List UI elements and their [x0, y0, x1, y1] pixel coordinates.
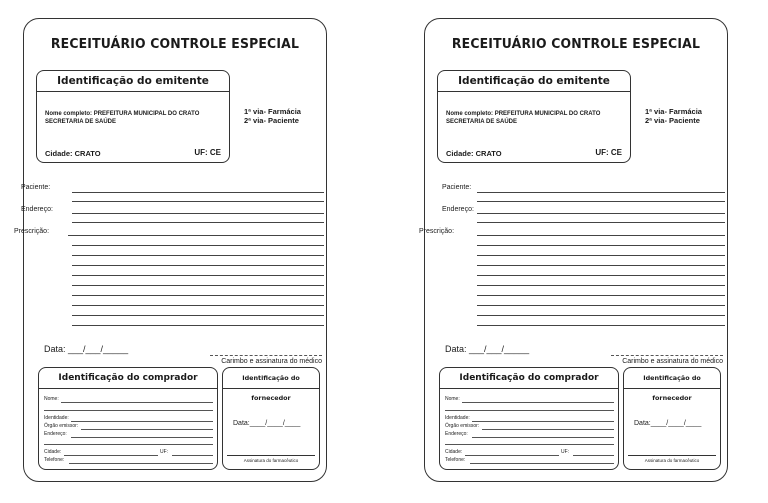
buyer-org-label: Órgão emissor:: [44, 423, 79, 429]
buyer-org-line[interactable]: [81, 429, 213, 430]
buyer-org-line[interactable]: [482, 429, 614, 430]
prescription-line[interactable]: [477, 265, 725, 266]
prescription-line[interactable]: [72, 255, 324, 256]
emitter-header: Identificação do emitente: [438, 71, 630, 92]
buyer-box: [38, 367, 218, 470]
emitter-name-value: PREFEITURA MUNICIPAL DO CRATO SECRETARIA DE SAÚDE: [45, 111, 200, 125]
prescription-line[interactable]: [72, 245, 324, 246]
emitter-name-label: Nome completo:: [446, 111, 494, 117]
prescription-line[interactable]: [72, 305, 324, 306]
prescription-line[interactable]: [477, 255, 725, 256]
city-label: Cidade:: [45, 149, 73, 158]
prescription-line[interactable]: [72, 275, 324, 276]
buyer-id-line[interactable]: [71, 421, 213, 422]
buyer-org-label: Órgão emissor:: [445, 423, 480, 429]
buyer-phone-line[interactable]: [69, 463, 213, 464]
address-label: Endereço:: [21, 206, 53, 213]
emitter-name-value: PREFEITURA MUNICIPAL DO CRATO SECRETARIA DE SAÚDE: [446, 111, 601, 125]
form-title: RECEITUÁRIO CONTROLE ESPECIAL: [451, 36, 701, 52]
prescription-line[interactable]: [72, 325, 324, 326]
patient-line[interactable]: [72, 192, 324, 193]
buyer-address-line-2[interactable]: [44, 444, 213, 445]
buyer-address-line[interactable]: [71, 437, 213, 438]
prescription-line[interactable]: [477, 305, 725, 306]
supplier-box: [222, 367, 320, 470]
emitter-city: [446, 149, 502, 158]
prescription-line[interactable]: [72, 315, 324, 316]
buyer-address-line-2[interactable]: [445, 444, 614, 445]
emitter-uf: UF: CE: [595, 148, 622, 157]
buyer-uf-line[interactable]: [172, 455, 213, 456]
buyer-header: Identificação do comprador: [39, 368, 217, 389]
pharmacist-signature-line[interactable]: [227, 455, 315, 456]
prescription-form-right: [419, 18, 728, 482]
buyer-address-line[interactable]: [472, 437, 614, 438]
prescription-form-left: [14, 18, 327, 482]
prescription-line[interactable]: [72, 295, 324, 296]
buyer-phone-label: Telefone:: [44, 457, 65, 463]
buyer-city-line[interactable]: [465, 455, 559, 456]
buyer-uf-line[interactable]: [573, 455, 614, 456]
buyer-id-line[interactable]: [472, 421, 614, 422]
emitter-box: [437, 70, 631, 163]
buyer-city-label: Cidade:: [445, 449, 463, 455]
city-value: CRATO: [475, 149, 502, 158]
prescription-line[interactable]: [68, 235, 324, 236]
prescription-line[interactable]: [477, 245, 725, 246]
patient-label: Paciente:: [442, 184, 472, 191]
city-value: CRATO: [74, 149, 101, 158]
emitter-header: Identificação do emitente: [37, 71, 229, 92]
pharmacist-signature-label: Assinatura do farmacêutico: [243, 458, 299, 463]
patient-line[interactable]: [477, 192, 725, 193]
doctor-signature-line[interactable]: [611, 355, 723, 356]
buyer-address-label: Endereço:: [44, 431, 67, 437]
emitter-city: [45, 149, 101, 158]
doctor-signature-label: Carimbo e assinatura do médico: [221, 358, 322, 365]
supplier-box: [623, 367, 721, 470]
address-line[interactable]: [72, 213, 324, 214]
doctor-signature-label: Carimbo e assinatura do médico: [622, 358, 723, 365]
buyer-city-label: Cidade:: [44, 449, 62, 455]
pharmacist-signature-line[interactable]: [628, 455, 716, 456]
buyer-name-label: Nome:: [44, 396, 59, 402]
buyer-name-line-2[interactable]: [44, 410, 213, 411]
buyer-address-label: Endereço:: [445, 431, 468, 437]
emitter-uf: UF: CE: [194, 148, 221, 157]
buyer-phone-label: Telefone:: [445, 457, 466, 463]
buyer-uf-label: UF:: [561, 449, 570, 455]
copy-destinations: [244, 107, 301, 125]
buyer-name-line[interactable]: [61, 402, 213, 403]
via-1: 1ª via- Farmácia: [645, 107, 702, 116]
pharmacist-signature-label: Assinatura do farmacêutico: [644, 458, 700, 463]
buyer-header: Identificação do comprador: [440, 368, 618, 389]
prescription-label: Prescrição:: [419, 228, 455, 235]
via-2: 2ª via- Paciente: [645, 116, 700, 125]
emitter-box: [36, 70, 230, 163]
buyer-name-label: Nome:: [445, 396, 460, 402]
buyer-uf-label: UF:: [160, 449, 169, 455]
city-label: Cidade:: [446, 149, 474, 158]
prescription-line[interactable]: [477, 285, 725, 286]
address-line-2[interactable]: [477, 222, 725, 223]
prescription-line[interactable]: [477, 275, 725, 276]
prescription-line[interactable]: [477, 235, 725, 236]
address-line-2[interactable]: [72, 222, 324, 223]
prescription-date[interactable]: Data: ___/___/_____: [44, 344, 129, 354]
buyer-id-label: Identidade:: [445, 415, 470, 421]
patient-label: Paciente:: [21, 184, 51, 191]
via-1: 1ª via- Farmácia: [244, 107, 301, 116]
buyer-name-line-2[interactable]: [445, 410, 614, 411]
form-title: RECEITUÁRIO CONTROLE ESPECIAL: [50, 36, 300, 52]
emitter-name-label: Nome completo:: [45, 111, 93, 117]
buyer-name-line[interactable]: [462, 402, 614, 403]
address-label: Endereço:: [442, 206, 474, 213]
patient-line-2[interactable]: [72, 201, 324, 202]
buyer-city-line[interactable]: [64, 455, 158, 456]
address-line[interactable]: [477, 213, 725, 214]
buyer-phone-line[interactable]: [470, 463, 614, 464]
prescription-line[interactable]: [477, 325, 725, 326]
prescription-date[interactable]: Data: ___/___/_____: [445, 344, 530, 354]
prescription-label: Prescrição:: [14, 228, 50, 235]
doctor-signature-line[interactable]: [210, 355, 322, 356]
patient-line-2[interactable]: [477, 201, 725, 202]
prescription-line[interactable]: [477, 295, 725, 296]
buyer-box: [439, 367, 619, 470]
prescription-line[interactable]: [72, 285, 324, 286]
emitter-name: [45, 111, 227, 126]
via-2: 2ª via- Paciente: [244, 116, 299, 125]
prescription-line[interactable]: [477, 315, 725, 316]
supplier-header: Identificação do fornecedor: [624, 368, 720, 389]
supplier-date[interactable]: Data:____/____/____: [233, 420, 301, 427]
emitter-name: [446, 111, 628, 126]
supplier-date[interactable]: Data:____/____/____: [634, 420, 702, 427]
copy-destinations: [645, 107, 702, 125]
supplier-header: Identificação do fornecedor: [223, 368, 319, 389]
prescription-line[interactable]: [72, 265, 324, 266]
buyer-id-label: Identidade:: [44, 415, 69, 421]
